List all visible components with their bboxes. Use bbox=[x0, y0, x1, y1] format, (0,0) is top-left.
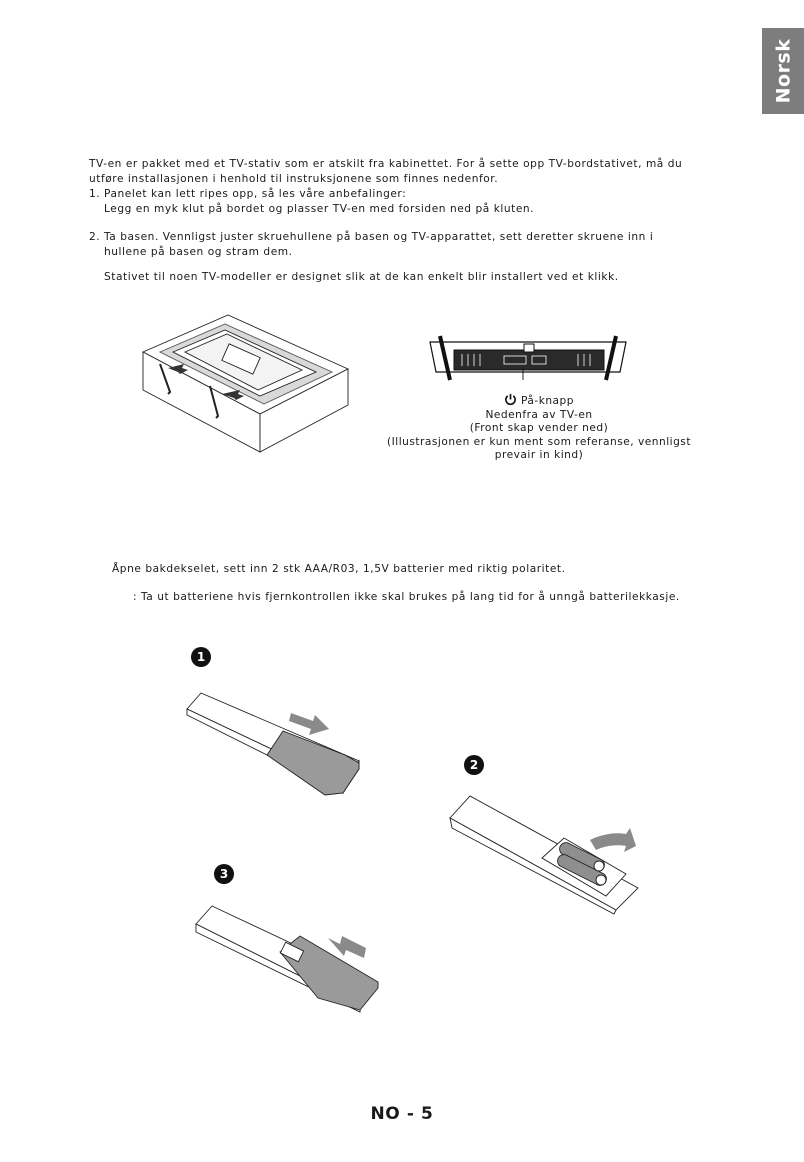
step-badge-3: 3 bbox=[214, 864, 234, 884]
arrow-icon bbox=[328, 936, 366, 958]
step-1-number: 1. bbox=[89, 188, 101, 200]
intro-line-2: utføre installasjonen i henhold til instruksjonene som finnes nedenfor. bbox=[89, 173, 499, 185]
power-button-line bbox=[378, 393, 700, 409]
remote-insert-batteries-illustration bbox=[446, 788, 642, 914]
tv-bottom-caption bbox=[378, 393, 700, 463]
tv-on-cloth-illustration bbox=[140, 312, 350, 452]
step-2-text: Ta basen. Vennligst juster skruehullene på basen og TV-apparattet, sett deretter skruene inn i bbox=[104, 231, 654, 243]
click-install-note: Stativet til noen TV-modeller er designet slik at de kan enkelt blir installert ved et klikk. bbox=[104, 271, 619, 283]
step-2-line-1 bbox=[89, 230, 653, 245]
power-icon bbox=[504, 393, 517, 406]
caption-line-3: (Front skap vender ned) bbox=[469, 422, 609, 434]
step-badge-1: 1 bbox=[191, 647, 211, 667]
remote-open-cover-illustration bbox=[183, 683, 363, 798]
step-1-text: Panelet kan lett ripes opp, så les våre anbefalinger: bbox=[104, 188, 407, 200]
tv-bottom-illustration bbox=[428, 334, 628, 382]
battery-instruction: Åpne bakdekselet, sett inn 2 stk AAA/R03, 1,5V batterier med riktig polaritet. bbox=[112, 563, 566, 575]
language-tab bbox=[762, 28, 804, 114]
step-2-number: 2. bbox=[89, 231, 101, 243]
step-2-line-2: hullene på basen og stram dem. bbox=[104, 246, 293, 258]
caption-line-2: Nedenfra av TV-en bbox=[485, 408, 593, 421]
step-1-line-2: Legg en myk klut på bordet og plasser TV-en med forsiden ned på kluten. bbox=[104, 203, 535, 215]
remote-close-cover-illustration bbox=[192, 898, 382, 1013]
page-number: NO - 5 bbox=[370, 1104, 434, 1124]
language-tab-label: Norsk bbox=[772, 38, 794, 104]
step-badge-2: 2 bbox=[464, 755, 484, 775]
battery-note: : Ta ut batteriene hvis fjernkontrollen ikke skal brukes på lang tid for å unngå batterilekkasje. bbox=[133, 591, 680, 603]
intro-line-1: TV-en er pakket med et TV-stativ som er atskilt fra kabinettet. For å sette opp TV-bordstativet, må du bbox=[89, 158, 683, 170]
caption-line-5: prevair in kind) bbox=[494, 449, 584, 461]
step-1-line-1 bbox=[89, 187, 406, 202]
caption-line-4: (Illustrasjonen er kun ment som referanse, vennligst bbox=[387, 435, 691, 448]
arrow-icon bbox=[590, 828, 636, 852]
arrow-icon bbox=[289, 713, 329, 735]
power-button-label: På-knapp bbox=[520, 395, 575, 407]
